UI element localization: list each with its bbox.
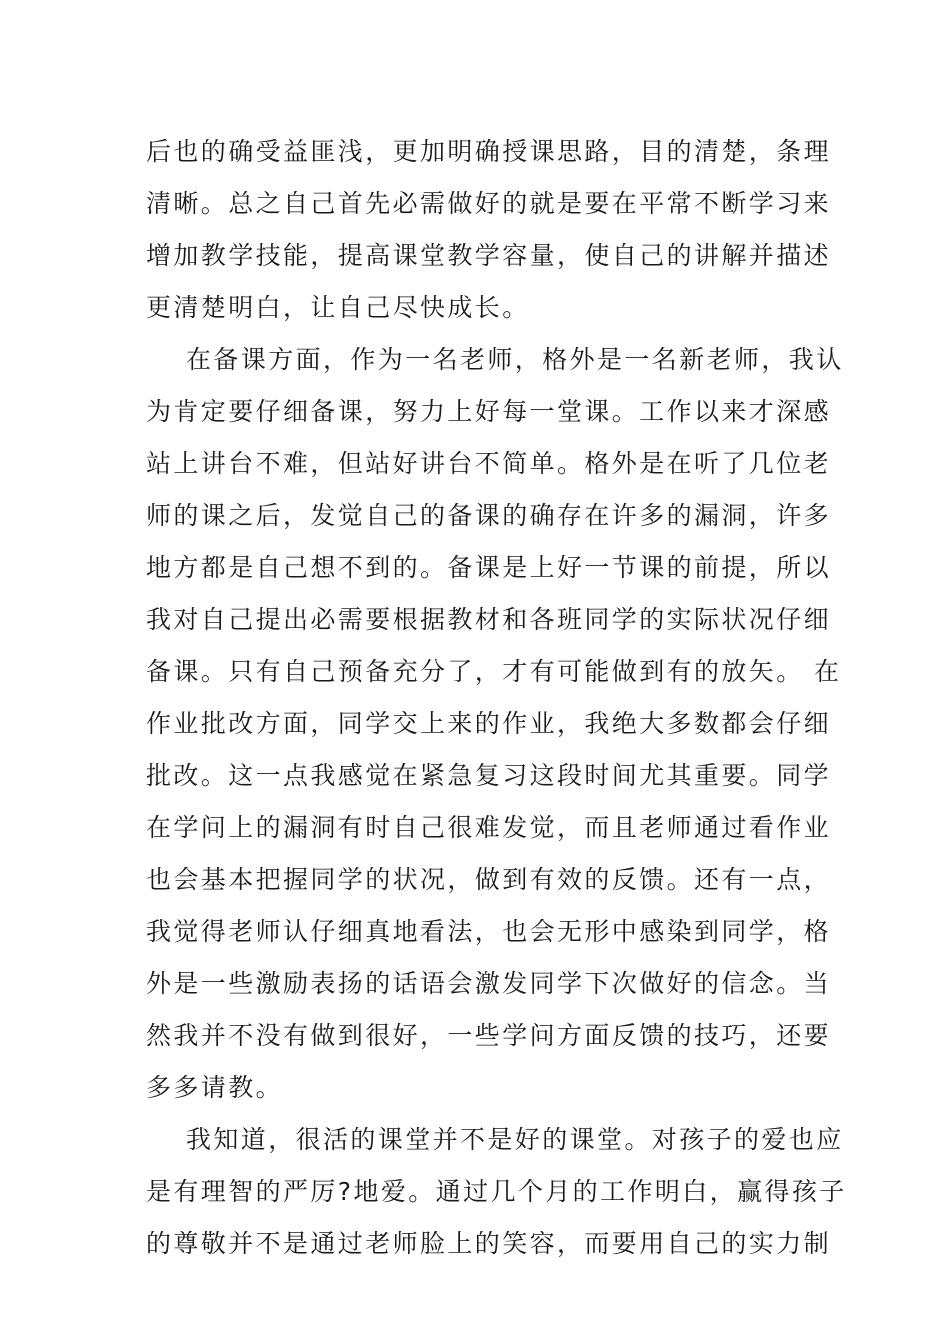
text-line: 也会基本把握同学的状况，做到有效的反馈。还有一点， — [146, 865, 832, 894]
text-line: 增加教学技能，提高课堂教学容量，使自己的讲解并描述 — [146, 241, 832, 270]
text-line: 外是一些激励表扬的话语会激发同学下次做好的信念。当 — [146, 969, 832, 998]
paragraph-start-line: 在备课方面，作为一名老师，格外是一名新老师，我认 — [186, 345, 844, 374]
text-line: 师的课之后，发觉自己的备课的确存在许多的漏洞，许多 — [146, 501, 832, 530]
text-line: 更清楚明白，让自己尽快成长。 — [146, 293, 530, 322]
text-line: 备课。只有自己预备充分了，才有可能做到有的放矢。 在 — [146, 657, 842, 686]
text-line: 我对自己提出必需要根据教材和各班同学的实际状况仔细 — [146, 605, 832, 634]
text-line: 是有理智的严厉?地爱。通过几个月的工作明白，赢得孩子 — [146, 1177, 847, 1206]
text-line: 在学问上的漏洞有时自己很难发觉，而且老师通过看作业 — [146, 813, 832, 842]
text-line: 然我并不没有做到很好，一些学问方面反馈的技巧，还要 — [146, 1021, 832, 1050]
text-line: 清晰。总之自己首先必需做好的就是要在平常不断学习来 — [146, 189, 832, 218]
text-line: 的尊敬并不是通过老师脸上的笑容，而要用自己的实力制 — [146, 1229, 832, 1258]
text-line: 作业批改方面，同学交上来的作业，我绝大多数都会仔细 — [146, 709, 832, 738]
text-line: 我觉得老师认仔细真地看法，也会无形中感染到同学，格 — [146, 917, 832, 946]
text-line: 批改。这一点我感觉在紧急复习这段时间尤其重要。同学 — [146, 761, 832, 790]
text-line: 多多请教。 — [146, 1073, 284, 1102]
paragraph-start-line: 我知道，很活的课堂并不是好的课堂。对孩子的爱也应 — [186, 1125, 844, 1154]
body-text — [146, 126, 847, 1270]
text-line: 地方都是自己想不到的。备课是上好一节课的前提，所以 — [146, 553, 832, 582]
text-line: 为肯定要仔细备课，努力上好每一堂课。工作以来才深感 — [146, 397, 832, 426]
text-line: 站上讲台不难，但站好讲台不简单。格外是在听了几位老 — [146, 449, 832, 478]
text-line: 后也的确受益匪浅，更加明确授课思路，目的清楚，条理 — [146, 137, 832, 166]
